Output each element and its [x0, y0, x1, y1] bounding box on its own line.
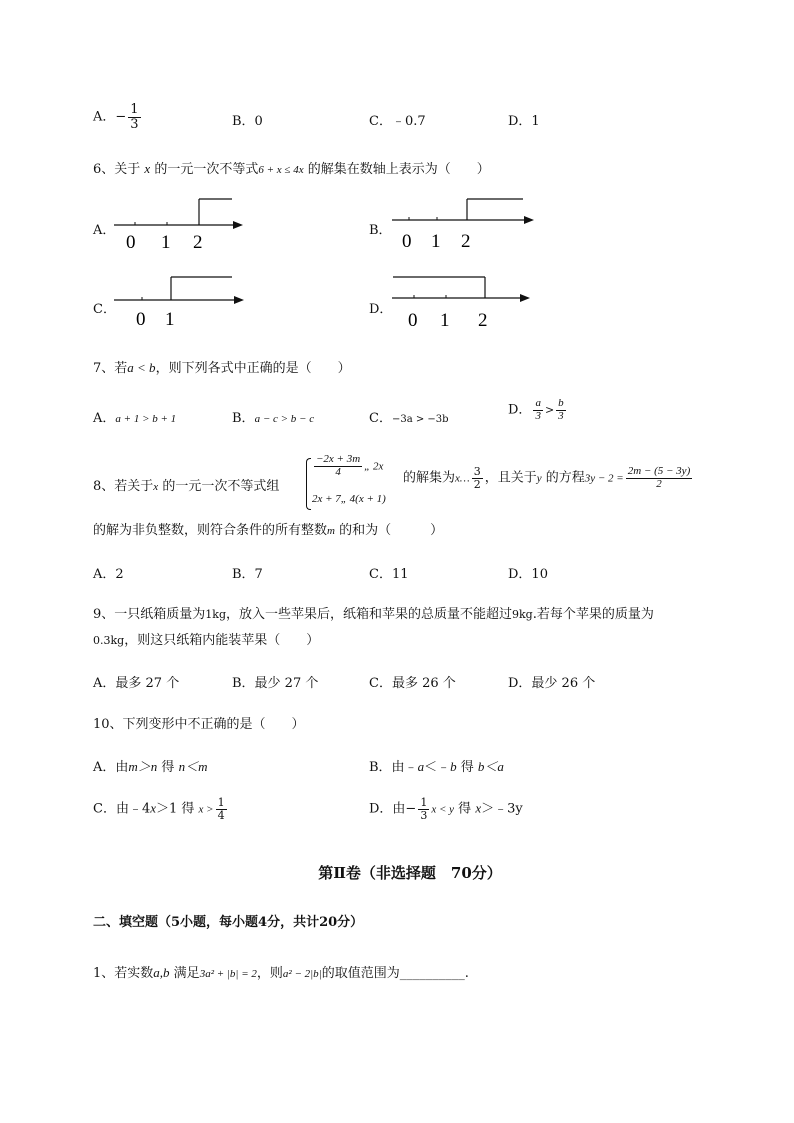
q8-mid2: 的方程 [545, 470, 585, 486]
q10-option-a [93, 756, 207, 775]
fraction-denominator: 3 [535, 409, 541, 422]
q8-system-row2 [312, 491, 386, 506]
q10-option-d-mid: 得 [458, 801, 472, 817]
q8-system-brace [306, 458, 311, 510]
fraction-denominator: 3 [130, 116, 139, 132]
q10-stem: 10、下列变形中不正确的是（ ） [93, 717, 305, 732]
q6-option-b-label: B． [369, 223, 392, 238]
tick-label-0: 0 [126, 232, 136, 253]
fraction-denominator: 4 [335, 465, 341, 478]
q8-line2-pre: 的解为非负整数，则符合条件的所有整数 [93, 523, 328, 538]
q10-option-d-pre: D．由− [369, 801, 417, 817]
fraction-numerator: 1 [420, 796, 428, 809]
q8-stem-start [93, 475, 279, 494]
q6-stem-pre: 6、关于 [93, 162, 141, 177]
q5-option-b: B．0 [232, 114, 263, 129]
q8-solution-pre: 的解集为 [403, 470, 456, 486]
q7-option-c [369, 407, 449, 426]
fraction-numerator: 2m − (5 − 3y) [627, 465, 691, 477]
q5-option-a [93, 103, 143, 131]
q7-stem [93, 357, 351, 376]
tick-label-2: 2 [193, 232, 203, 253]
q8-system-row1 [312, 454, 383, 478]
tick-label-2: 2 [461, 231, 471, 252]
q8-option-b: B．7 [232, 567, 263, 582]
q6-var-x: x [144, 161, 151, 176]
q9-weight-box: 1kg [205, 608, 226, 621]
q8-var-y: y [536, 472, 542, 485]
q10-option-d-expr2: x [475, 800, 482, 816]
q7-option-b-label: B． [232, 411, 255, 426]
q5-option-c: C．﹣0.7 [369, 114, 426, 129]
q10-option-a-pre: A．由 [93, 760, 129, 775]
fill1-mid: 满足 [173, 966, 200, 981]
q10-option-c [93, 797, 229, 821]
fraction-denominator: 4 [217, 808, 225, 822]
q5-option-a-label: A． [93, 109, 116, 125]
tick-label-1: 1 [161, 232, 171, 253]
q6-inequality: 6 + x ≤ 4x [258, 164, 304, 176]
q8-option-c: C．11 [369, 567, 409, 582]
q7-stem-pre: 7、若 [93, 361, 128, 376]
q9-line1-pre: 9、一只纸箱质量为 [93, 607, 206, 622]
tick-label-2: 2 [478, 310, 488, 331]
fill1-expression: a² − 2|b| [282, 968, 322, 980]
q10-option-b-pre: B．由﹣ [369, 760, 418, 775]
q8-option-d: D．10 [508, 567, 548, 582]
q6-number-line-c [112, 273, 252, 337]
fill1-mid2: ，则 [256, 966, 283, 981]
q9-stem-line2 [93, 629, 319, 648]
q7-option-d-fraction-b [556, 398, 566, 422]
tick-label-1: 1 [165, 309, 175, 330]
fraction-numerator: −2x + 3m [316, 453, 361, 465]
tick-label-0: 0 [408, 310, 418, 331]
q10-option-a-expr2: n＜m [178, 759, 208, 774]
fraction-numerator: a [535, 397, 541, 409]
q6-number-line-b [390, 195, 540, 259]
q9-weight-apple: 0.3kg [93, 634, 125, 647]
q8-solution-fraction [472, 466, 483, 490]
q10-option-b-expr2: b [450, 759, 457, 774]
q10-option-c-expr2: x > [198, 803, 214, 816]
tick-label-1: 1 [440, 310, 450, 331]
q8-var-x: x [153, 481, 159, 493]
q8-equation-left: 3y − 2 = [584, 472, 624, 485]
q5-option-a-fraction [128, 103, 140, 131]
q8-solution [403, 466, 694, 490]
fraction-numerator: 3 [473, 465, 481, 478]
q7-option-d-op: > [544, 403, 555, 417]
q5-option-d: D．1 [508, 114, 540, 129]
q10-option-c-expr1: x [150, 800, 156, 816]
fraction-numerator: 1 [217, 796, 225, 809]
q8-equation-fraction [626, 466, 693, 490]
q9-stem-line1 [93, 603, 654, 622]
fraction-denominator: 2 [656, 477, 662, 490]
q10-option-d-fraction [418, 797, 429, 821]
q6-stem-post: 的解集在数轴上表示为（ ） [307, 162, 490, 177]
q8-line2-post: 的和为（ ） [339, 523, 444, 538]
q7-condition: a < b [127, 360, 156, 375]
q7-option-c-expr: −3a > −3b [391, 414, 449, 425]
q7-option-a-label: A． [93, 411, 116, 426]
q10-option-c-mid1: ＞1 得 [156, 801, 195, 817]
q10-option-b [369, 756, 504, 775]
q10-option-b-mid1: ＜﹣ [424, 760, 451, 775]
section-fill-in-heading: 二、填空题（5小题，每小题4分，共计20分） [93, 915, 364, 930]
q8-solution-x: x… [455, 472, 470, 485]
q9-weight-max: 9kg [512, 608, 533, 621]
q10-option-b-mid: 得 [460, 760, 474, 775]
fill-question-1 [93, 962, 469, 981]
q10-option-b-expr1: a [417, 759, 425, 774]
fraction-denominator: 3 [558, 409, 564, 422]
tick-label-0: 0 [136, 309, 146, 330]
q8-row1-rest: „ 2x [364, 460, 384, 473]
fill1-vars: a,b [153, 965, 170, 980]
fill1-post: 的取值范围为__________. [321, 966, 469, 981]
part2-title: 第Ⅱ卷（非选择题 70分） [318, 864, 502, 882]
q7-option-d [508, 398, 568, 422]
q10-option-c-fraction [216, 797, 227, 821]
tick-label-1: 1 [431, 231, 441, 252]
q8-var-m: m [327, 525, 335, 537]
q8-stem-mid: 的一元一次不等式组 [162, 479, 280, 494]
q10-option-d-post: ＞﹣3y [481, 801, 523, 817]
q6-stem [93, 158, 490, 177]
fraction-denominator: 2 [473, 477, 481, 491]
tick-label-0: 0 [402, 231, 412, 252]
q9-option-b: B．最少 27 个 [232, 676, 319, 691]
fraction-denominator: 3 [420, 808, 428, 822]
q10-option-b-expr3: b＜a [477, 759, 504, 774]
q6-number-line-d [390, 273, 540, 337]
q9-option-d: D．最少 26 个 [508, 676, 596, 691]
fraction-numerator: b [558, 397, 564, 409]
q9-line2-post: ，则这只纸箱内能装苹果（ ） [124, 633, 320, 648]
q6-number-line-a [112, 195, 252, 259]
fill1-condition: 3a² + |b| = 2 [199, 968, 257, 980]
q7-option-a [93, 407, 176, 426]
q7-option-a-expr: a + 1 > b + 1 [115, 413, 177, 425]
q5-option-a-sign: − [115, 109, 127, 125]
q6-option-c-label: C． [93, 302, 116, 317]
q10-option-c-pre: C．由﹣4 [93, 801, 151, 817]
q6-stem-mid: 的一元一次不等式 [154, 162, 259, 177]
q8-stem-pre: 8、若关于 [93, 479, 154, 494]
q8-row1-fraction [314, 454, 362, 478]
fill1-pre: 1、若实数 [93, 966, 154, 981]
q10-option-d [369, 797, 523, 821]
q8-stem-line2 [93, 519, 443, 538]
q6-option-d-label: D． [369, 302, 393, 317]
q7-option-b [232, 407, 314, 426]
q8-option-a: A．2 [93, 567, 124, 582]
q7-option-b-expr: a − c > b − c [254, 413, 315, 425]
q8-row2: 2x + 7„ 4(x + 1) [312, 493, 386, 505]
q9-option-c: C．最多 26 个 [369, 676, 456, 691]
q6-option-a-label: A． [93, 223, 116, 238]
q8-mid: ，且关于 [484, 470, 537, 486]
q9-line1-mid: ，放入一些苹果后，纸箱和苹果的总质量不能超过 [226, 607, 513, 622]
q7-option-c-label: C． [369, 411, 392, 426]
q9-option-a: A．最多 27 个 [93, 676, 180, 691]
q10-option-d-expr1: x < y [431, 803, 455, 816]
q9-line1-post: .若每个苹果的质量为 [532, 607, 654, 622]
q7-option-d-fraction-a [533, 398, 543, 422]
q7-option-d-label: D． [508, 402, 532, 418]
fraction-numerator: 1 [130, 102, 139, 117]
q10-option-a-expr1: m＞n [128, 759, 158, 774]
q7-stem-post: ，则下列各式中正确的是（ ） [155, 361, 351, 376]
q10-option-a-mid: 得 [161, 760, 175, 775]
